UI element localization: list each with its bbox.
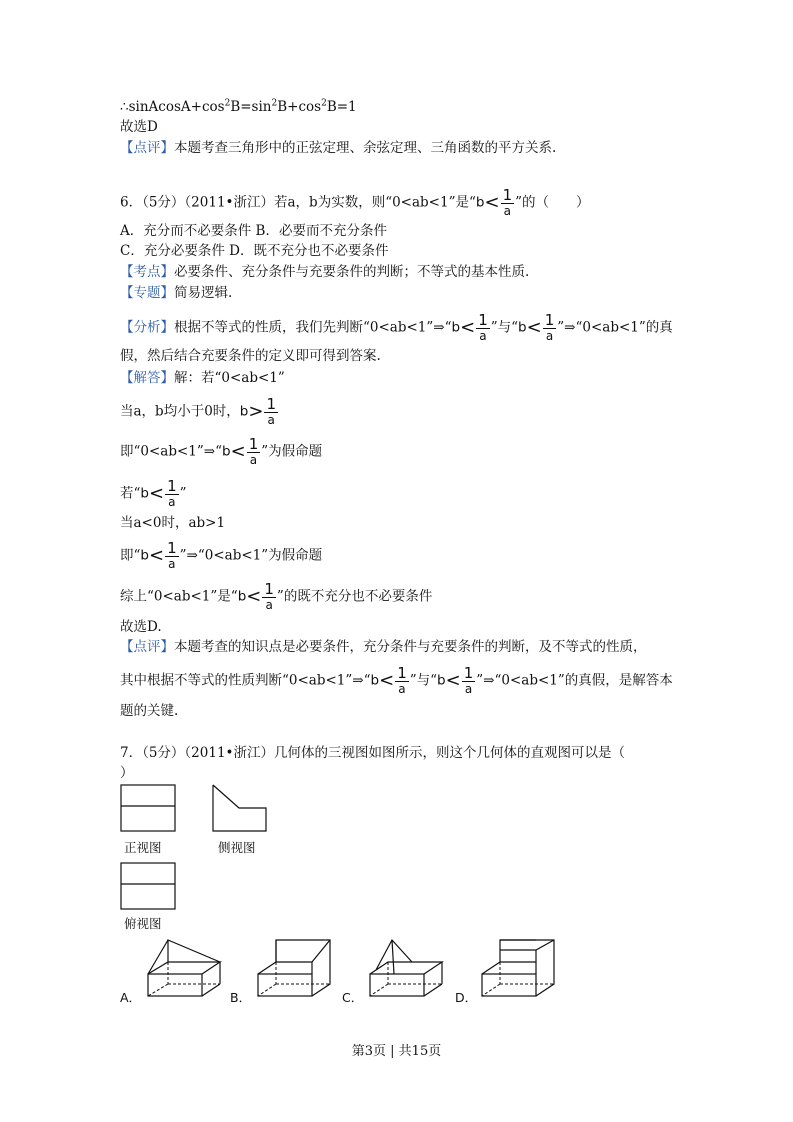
zhuanti-tag: 【专题】 (120, 285, 174, 301)
side-view-label: 侧视图 (218, 840, 256, 855)
question-6-options-ab: A．充分而不必要条件 B．必要而不充分条件 (120, 223, 387, 239)
solution-step-5: 即“b< $\frac{1}{a}$ ”⇒“0<ab<1”为假命题 (120, 539, 323, 571)
fraction-1-over-a: $\frac{1}{a}$ (502, 186, 513, 218)
answer-choice-line: 故选D (120, 119, 158, 135)
solution-line: 【解答】解：若“0<ab<1” (120, 370, 285, 386)
zhuanti-line: 【专题】简易逻辑. (120, 285, 233, 301)
question-6-stem: 6．（5分）（2011•浙江）若a，b为实数，则“0<ab<1”是“b< $\frac{1}{a}$ ”的（ ） (120, 186, 590, 218)
option-b-label: B． (230, 990, 252, 1005)
option-c-figure (368, 938, 448, 1002)
solution-step-3: 若“b< $\frac{1}{a}$ ” (120, 477, 187, 509)
analysis-tag: 【分析】 (120, 319, 174, 336)
option-d-figure (480, 938, 560, 1002)
solution-step-2: 即“0<ab<1”⇒“b< $\frac{1}{a}$ ”为假命题 (120, 435, 323, 467)
solution-tag: 【解答】 (120, 370, 174, 386)
top-view-label: 俯视图 (124, 916, 162, 931)
top-view-figure (120, 862, 176, 912)
solution-step-6: 综上“0<ab<1”是“b< $\frac{1}{a}$ ”的既不充分也不必要条件 (120, 580, 433, 612)
option-c-label: C． (342, 990, 364, 1005)
review-line-2b: 其中根据不等式的性质判断“0<ab<1”⇒“b< $\frac{1}{a}$ ”与“b< $\frac{1}{a}$ ”⇒“0<ab<1”的真假，是解答本 (120, 664, 673, 696)
analysis-line-2: 假，然后结合充要条件的定义即可得到答案. (120, 348, 381, 364)
question-7-stem-close: ） (120, 765, 134, 781)
question-6-options-cd: C．充分必要条件 D．既不充分也不必要条件 (120, 243, 389, 259)
option-a-label: A． (120, 990, 142, 1005)
page-footer: 第3页 | 共15页 (351, 1044, 442, 1059)
front-view-figure (120, 784, 176, 834)
option-d-label: D． (455, 990, 478, 1005)
question-7-stem: 7．（5分）（2011•浙江）几何体的三视图如图所示，则这个几何体的直观图可以是（ (120, 745, 625, 761)
front-view-label: 正视图 (124, 840, 162, 855)
answer-choice-line-2: 故选D. (120, 619, 162, 635)
kaodian-tag: 【考点】 (120, 264, 174, 280)
review-line-2: 【点评】本题考查的知识点是必要条件，充分条件与充要条件的判断，及不等式的性质， (120, 639, 647, 655)
kaodian-line: 【考点】必要条件、充分条件与充要条件的判断；不等式的基本性质. (120, 264, 530, 280)
solution-equation-line: $\therefore sinAcosA+\cos^2B=\sin^2B+\cos^2B=1$ (120, 98, 357, 115)
review-tag-2: 【点评】 (120, 639, 174, 655)
review-line: 【点评】本题考查三角形中的正弦定理、余弦定理、三角函数的平方关系. (120, 140, 557, 156)
review-line-2c: 题的关键. (120, 703, 179, 719)
option-b-figure (256, 938, 336, 1002)
review-tag: 【点评】 (120, 140, 174, 156)
solution-step-1: 当a，b均小于0时，b> $\frac{1}{a}$ (120, 395, 276, 427)
analysis-line: 【分析】根据不等式的性质，我们先判断“0<ab<1”⇒“b< $\frac{1}{a}$ ”与“b< $\frac{1}{a}$ ”⇒“0<ab<1”的真 (120, 311, 673, 343)
side-view-figure (212, 784, 268, 834)
option-a-figure (146, 938, 226, 1002)
solution-step-4: 当a<0时，ab>1 (120, 515, 226, 531)
